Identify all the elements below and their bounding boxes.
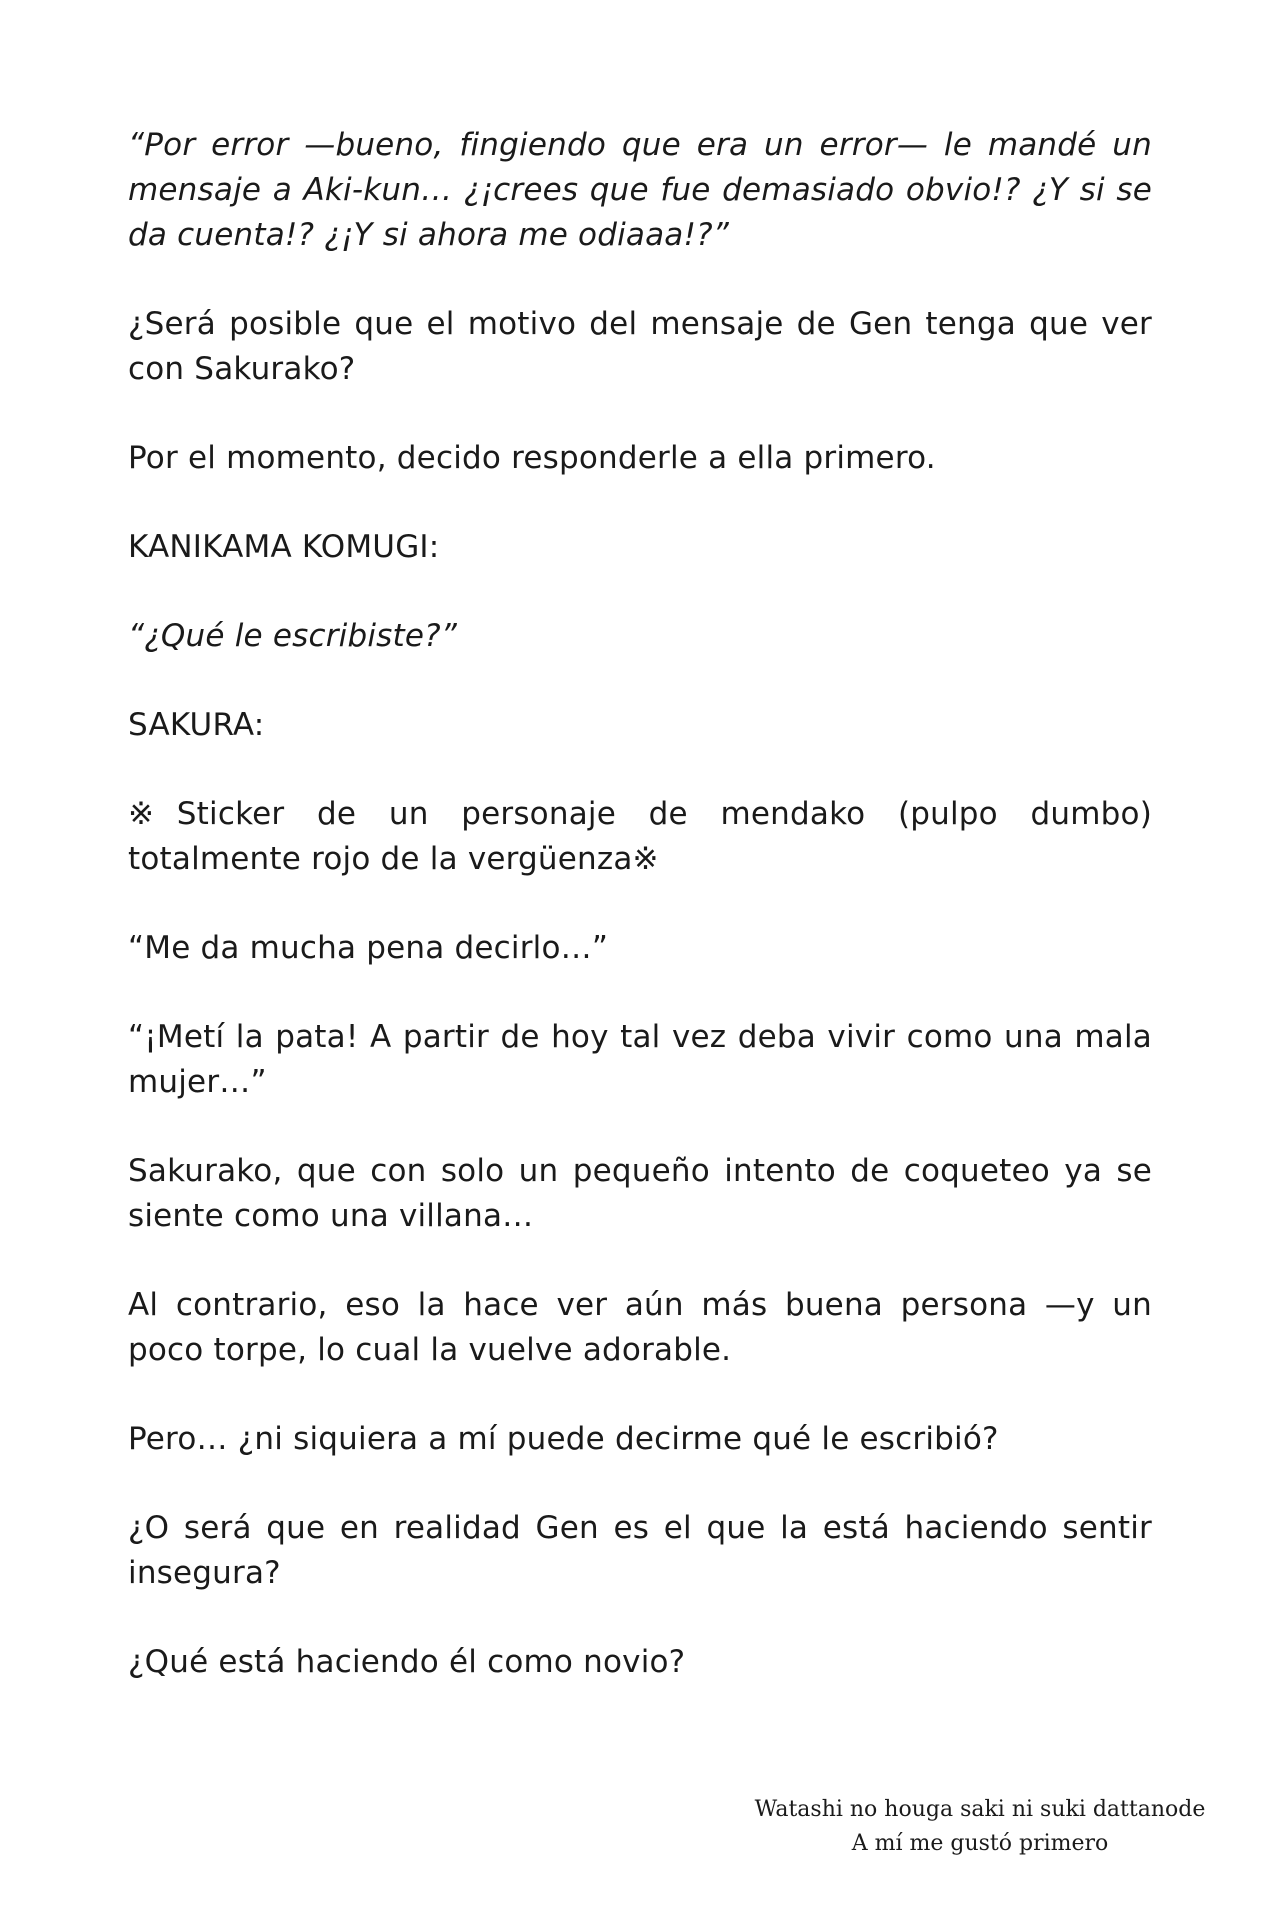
document-body [128,123,1152,1729]
paragraph-8: “Me da mucha pena decirlo…” [128,930,609,966]
paragraph-9: “¡Metí la pata! A partir de hoy tal vez deba vivir como una mala mujer…” [128,1019,1152,1100]
paragraph-13: ¿O será que en realidad Gen es el que la está haciendo sentir insegura? [128,1510,1152,1591]
footer-title-spanish: A mí me gustó primero [851,1831,1109,1856]
speaker-label-sakura: SAKURA: [128,707,265,743]
paragraph-3: Por el momento, decido responderle a ella primero. [128,440,936,476]
paragraph-12: Pero… ¿ni siquiera a mí puede decirme qué le escribió? [128,1421,999,1457]
paragraph-5: “¿Qué le escribiste?” [128,618,458,654]
paragraph-7: ※Sticker de un personaje de mendako (pulpo dumbo) totalmente rojo de la vergüenza※ [128,796,1152,877]
paragraph-1: “Por error —bueno, fingiendo que era un error— le mandé un mensaje a Aki-kun… ¿¡crees que fue demasiado obvio!? ¿Y si se da cuenta!? ¿¡Y si ahora me odiaaa!?” [128,127,1152,253]
paragraph-11: Al contrario, eso la hace ver aún más buena persona —y un poco torpe, lo cual la vuelve adorable. [128,1287,1152,1368]
paragraph-14: ¿Qué está haciendo él como novio? [128,1644,686,1680]
speaker-label-komugi: KANIKAMA KOMUGI: [128,529,440,565]
page-footer [740,1793,1220,1861]
footer-title-romaji: Watashi no houga saki ni suki dattanode [754,1797,1206,1822]
paragraph-2: ¿Será posible que el motivo del mensaje de Gen tenga que ver con Sakurako? [128,306,1152,387]
paragraph-10: Sakurako, que con solo un pequeño intento de coqueteo ya se siente como una villana… [128,1153,1152,1234]
